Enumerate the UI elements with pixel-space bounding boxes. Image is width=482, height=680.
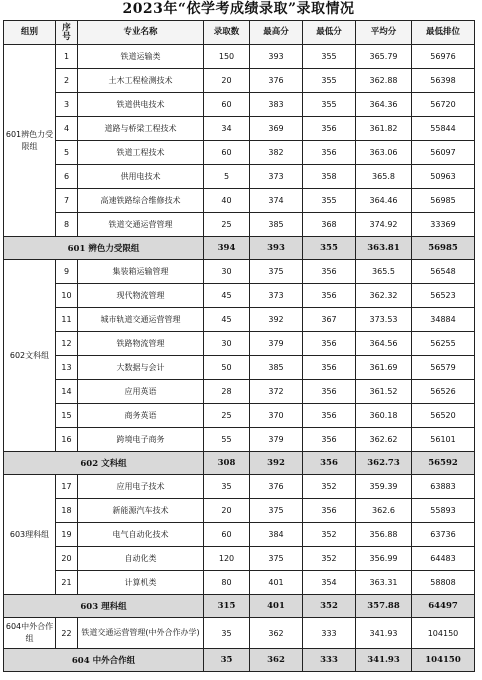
cell-major: 大数据与会计 <box>78 356 204 380</box>
group-cell-604: 604中外合作组 <box>4 618 56 649</box>
cell-max: 369 <box>250 117 303 141</box>
subtotal-enrolled: 315 <box>204 595 250 618</box>
cell-avg: 361.52 <box>356 380 412 404</box>
cell-max: 374 <box>250 189 303 213</box>
subtotal-enrolled: 394 <box>204 237 250 260</box>
cell-enrolled: 28 <box>204 380 250 404</box>
table-row <box>4 93 475 117</box>
cell-avg: 359.39 <box>356 475 412 499</box>
table-row <box>4 165 475 189</box>
cell-max: 385 <box>250 356 303 380</box>
table-row <box>4 117 475 141</box>
table-row <box>4 332 475 356</box>
cell-rank: 58808 <box>412 571 475 595</box>
subtotal-avg: 362.73 <box>356 452 412 475</box>
cell-major: 应用电子技术 <box>78 475 204 499</box>
cell-min: 355 <box>303 69 356 93</box>
cell-seq: 8 <box>56 213 78 237</box>
cell-seq: 14 <box>56 380 78 404</box>
header-seq-text: 序号 <box>62 22 71 42</box>
table-row <box>4 45 475 69</box>
cell-max: 401 <box>250 571 303 595</box>
cell-rank: 56520 <box>412 404 475 428</box>
subtotal-label: 603 理科组 <box>4 595 204 618</box>
header-group: 组别 <box>4 21 56 45</box>
cell-avg: 361.69 <box>356 356 412 380</box>
cell-avg: 363.06 <box>356 141 412 165</box>
cell-rank: 56097 <box>412 141 475 165</box>
cell-major: 供用电技术 <box>78 165 204 189</box>
cell-seq: 11 <box>56 308 78 332</box>
cell-min: 352 <box>303 547 356 571</box>
cell-major: 铁路物流管理 <box>78 332 204 356</box>
cell-min: 356 <box>303 284 356 308</box>
cell-seq: 12 <box>56 332 78 356</box>
cell-avg: 364.46 <box>356 189 412 213</box>
header-enrolled: 录取数 <box>204 21 250 45</box>
cell-rank: 56523 <box>412 284 475 308</box>
table-row <box>4 618 475 649</box>
group-cell-603: 603理科组 <box>4 475 56 595</box>
cell-min: 356 <box>303 356 356 380</box>
cell-major: 新能源汽车技术 <box>78 499 204 523</box>
subtotal-row <box>4 452 475 475</box>
cell-major: 应用英语 <box>78 380 204 404</box>
table-row <box>4 69 475 93</box>
cell-seq: 3 <box>56 93 78 117</box>
subtotal-max: 393 <box>250 237 303 260</box>
subtotal-label: 604 中外合作组 <box>4 649 204 672</box>
cell-major: 电气自动化技术 <box>78 523 204 547</box>
cell-seq: 20 <box>56 547 78 571</box>
subtotal-enrolled: 35 <box>204 649 250 672</box>
table-row <box>4 284 475 308</box>
table-row <box>4 356 475 380</box>
subtotal-rank: 56592 <box>412 452 475 475</box>
cell-enrolled: 25 <box>204 213 250 237</box>
cell-max: 379 <box>250 332 303 356</box>
cell-enrolled: 20 <box>204 499 250 523</box>
header-max: 最高分 <box>250 21 303 45</box>
cell-enrolled: 60 <box>204 523 250 547</box>
cell-major: 城市轨道交通运营管理 <box>78 308 204 332</box>
cell-max: 379 <box>250 428 303 452</box>
subtotal-label: 602 文科组 <box>4 452 204 475</box>
table-row <box>4 260 475 284</box>
cell-major: 土木工程检测技术 <box>78 69 204 93</box>
cell-min: 358 <box>303 165 356 189</box>
cell-max: 384 <box>250 523 303 547</box>
cell-min: 333 <box>303 618 356 649</box>
cell-rank: 56398 <box>412 69 475 93</box>
cell-rank: 104150 <box>412 618 475 649</box>
subtotal-avg: 357.88 <box>356 595 412 618</box>
cell-enrolled: 40 <box>204 189 250 213</box>
cell-rank: 63736 <box>412 523 475 547</box>
cell-max: 370 <box>250 404 303 428</box>
subtotal-label: 601 辨色力受限组 <box>4 237 204 260</box>
table-row <box>4 428 475 452</box>
cell-avg: 362.6 <box>356 499 412 523</box>
subtotal-row <box>4 595 475 618</box>
cell-enrolled: 55 <box>204 428 250 452</box>
cell-seq: 10 <box>56 284 78 308</box>
cell-seq: 7 <box>56 189 78 213</box>
cell-major: 铁道交通运营管理 <box>78 213 204 237</box>
cell-seq: 5 <box>56 141 78 165</box>
cell-min: 356 <box>303 428 356 452</box>
cell-rank: 63883 <box>412 475 475 499</box>
subtotal-row <box>4 649 475 672</box>
cell-rank: 56985 <box>412 189 475 213</box>
cell-max: 362 <box>250 618 303 649</box>
subtotal-min: 355 <box>303 237 356 260</box>
cell-max: 376 <box>250 69 303 93</box>
cell-rank: 55844 <box>412 117 475 141</box>
cell-enrolled: 35 <box>204 618 250 649</box>
cell-avg: 364.36 <box>356 93 412 117</box>
subtotal-rank: 64497 <box>412 595 475 618</box>
cell-major: 商务英语 <box>78 404 204 428</box>
subtotal-max: 362 <box>250 649 303 672</box>
cell-rank: 56720 <box>412 93 475 117</box>
cell-major: 道路与桥梁工程技术 <box>78 117 204 141</box>
cell-seq: 6 <box>56 165 78 189</box>
cell-rank: 56579 <box>412 356 475 380</box>
cell-max: 375 <box>250 260 303 284</box>
cell-min: 355 <box>303 189 356 213</box>
subtotal-row <box>4 237 475 260</box>
cell-major: 集装箱运输管理 <box>78 260 204 284</box>
cell-max: 385 <box>250 213 303 237</box>
cell-rank: 56101 <box>412 428 475 452</box>
subtotal-avg: 363.81 <box>356 237 412 260</box>
cell-enrolled: 35 <box>204 475 250 499</box>
cell-avg: 356.99 <box>356 547 412 571</box>
cell-seq: 21 <box>56 571 78 595</box>
cell-avg: 360.18 <box>356 404 412 428</box>
cell-min: 356 <box>303 380 356 404</box>
cell-enrolled: 150 <box>204 45 250 69</box>
cell-min: 356 <box>303 260 356 284</box>
cell-enrolled: 20 <box>204 69 250 93</box>
subtotal-avg: 341.93 <box>356 649 412 672</box>
cell-major: 计算机类 <box>78 571 204 595</box>
cell-rank: 64483 <box>412 547 475 571</box>
cell-rank: 55893 <box>412 499 475 523</box>
cell-min: 354 <box>303 571 356 595</box>
cell-major: 铁道运输类 <box>78 45 204 69</box>
cell-max: 375 <box>250 547 303 571</box>
cell-avg: 362.32 <box>356 284 412 308</box>
cell-seq: 19 <box>56 523 78 547</box>
cell-major: 自动化类 <box>78 547 204 571</box>
table-row <box>4 189 475 213</box>
cell-min: 356 <box>303 499 356 523</box>
cell-avg: 362.62 <box>356 428 412 452</box>
subtotal-min: 333 <box>303 649 356 672</box>
cell-enrolled: 45 <box>204 284 250 308</box>
cell-max: 393 <box>250 45 303 69</box>
table-row <box>4 404 475 428</box>
cell-rank: 34884 <box>412 308 475 332</box>
table-row <box>4 475 475 499</box>
table-header-row <box>4 21 475 45</box>
cell-min: 356 <box>303 117 356 141</box>
header-rank: 最低排位 <box>412 21 475 45</box>
cell-seq: 18 <box>56 499 78 523</box>
cell-max: 383 <box>250 93 303 117</box>
cell-seq: 17 <box>56 475 78 499</box>
cell-max: 376 <box>250 475 303 499</box>
subtotal-min: 356 <box>303 452 356 475</box>
cell-enrolled: 34 <box>204 117 250 141</box>
cell-enrolled: 45 <box>204 308 250 332</box>
table-row <box>4 308 475 332</box>
cell-max: 373 <box>250 165 303 189</box>
table-row <box>4 213 475 237</box>
table-row <box>4 523 475 547</box>
cell-enrolled: 60 <box>204 141 250 165</box>
cell-major: 铁道供电技术 <box>78 93 204 117</box>
cell-enrolled: 60 <box>204 93 250 117</box>
cell-seq: 4 <box>56 117 78 141</box>
cell-avg: 362.88 <box>356 69 412 93</box>
header-avg: 平均分 <box>356 21 412 45</box>
cell-seq: 15 <box>56 404 78 428</box>
cell-enrolled: 80 <box>204 571 250 595</box>
header-seq <box>56 21 78 45</box>
cell-min: 355 <box>303 93 356 117</box>
cell-rank: 33369 <box>412 213 475 237</box>
cell-avg: 374.92 <box>356 213 412 237</box>
cell-min: 355 <box>303 45 356 69</box>
subtotal-rank: 56985 <box>412 237 475 260</box>
cell-major: 现代物流管理 <box>78 284 204 308</box>
cell-avg: 364.56 <box>356 332 412 356</box>
cell-major: 高速铁路综合维修技术 <box>78 189 204 213</box>
table-row <box>4 571 475 595</box>
cell-avg: 341.93 <box>356 618 412 649</box>
cell-avg: 363.31 <box>356 571 412 595</box>
cell-max: 382 <box>250 141 303 165</box>
group-cell-601: 601辨色力受限组 <box>4 45 56 237</box>
cell-enrolled: 50 <box>204 356 250 380</box>
cell-rank: 56548 <box>412 260 475 284</box>
cell-avg: 365.5 <box>356 260 412 284</box>
cell-avg: 356.88 <box>356 523 412 547</box>
subtotal-max: 392 <box>250 452 303 475</box>
cell-min: 368 <box>303 213 356 237</box>
cell-enrolled: 120 <box>204 547 250 571</box>
admission-table <box>3 20 475 672</box>
table-row <box>4 380 475 404</box>
cell-min: 356 <box>303 332 356 356</box>
table-row <box>4 547 475 571</box>
cell-enrolled: 30 <box>204 332 250 356</box>
table-row <box>4 141 475 165</box>
cell-avg: 373.53 <box>356 308 412 332</box>
group-cell-602: 602文科组 <box>4 260 56 452</box>
cell-enrolled: 25 <box>204 404 250 428</box>
cell-avg: 365.8 <box>356 165 412 189</box>
subtotal-max: 401 <box>250 595 303 618</box>
cell-max: 375 <box>250 499 303 523</box>
subtotal-min: 352 <box>303 595 356 618</box>
cell-major: 铁道工程技术 <box>78 141 204 165</box>
cell-seq: 16 <box>56 428 78 452</box>
cell-avg: 365.79 <box>356 45 412 69</box>
page-title: 2023年“依学考成绩录取”录取情况 <box>122 1 355 17</box>
cell-max: 392 <box>250 308 303 332</box>
subtotal-rank: 104150 <box>412 649 475 672</box>
cell-seq: 13 <box>56 356 78 380</box>
cell-seq: 22 <box>56 618 78 649</box>
cell-major: 跨境电子商务 <box>78 428 204 452</box>
cell-min: 352 <box>303 475 356 499</box>
table-row <box>4 499 475 523</box>
cell-seq: 1 <box>56 45 78 69</box>
cell-min: 356 <box>303 141 356 165</box>
cell-max: 372 <box>250 380 303 404</box>
cell-min: 367 <box>303 308 356 332</box>
cell-rank: 56976 <box>412 45 475 69</box>
header-min: 最低分 <box>303 21 356 45</box>
cell-enrolled: 30 <box>204 260 250 284</box>
cell-rank: 50963 <box>412 165 475 189</box>
cell-min: 356 <box>303 404 356 428</box>
cell-seq: 9 <box>56 260 78 284</box>
cell-major: 铁道交通运营管理(中外合作办学) <box>78 618 204 649</box>
cell-enrolled: 5 <box>204 165 250 189</box>
cell-seq: 2 <box>56 69 78 93</box>
header-major: 专业名称 <box>78 21 204 45</box>
cell-rank: 56526 <box>412 380 475 404</box>
subtotal-enrolled: 308 <box>204 452 250 475</box>
cell-min: 352 <box>303 523 356 547</box>
cell-avg: 361.82 <box>356 117 412 141</box>
cell-max: 373 <box>250 284 303 308</box>
cell-rank: 56255 <box>412 332 475 356</box>
